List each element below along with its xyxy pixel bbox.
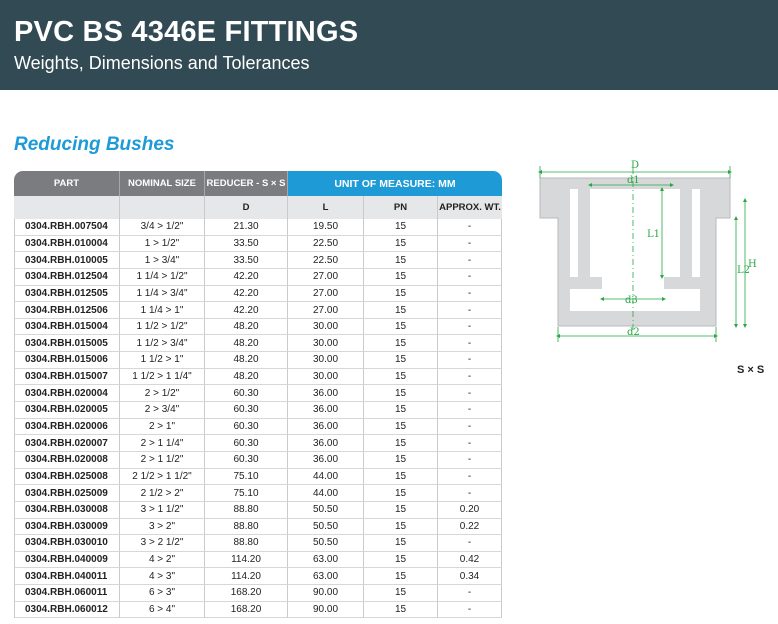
bore-mid-left: [590, 189, 598, 277]
cell-approx-wt: 0.34: [437, 568, 502, 585]
cell-part: 0304.RBH.020007: [14, 435, 119, 452]
cell-nominal-size: 2 > 1/2": [119, 385, 204, 402]
subheader-approx-wt: APPROX. WT.: [437, 196, 502, 219]
cell-part: 0304.RBH.012506: [14, 302, 119, 319]
table-body: [14, 219, 502, 618]
table-row: [14, 435, 502, 452]
header-banner: [0, 0, 778, 90]
table-row: [14, 302, 502, 319]
cell-part: 0304.RBH.030008: [14, 502, 119, 519]
cell-part: 0304.RBH.010004: [14, 236, 119, 253]
cell-approx-wt: -: [437, 419, 502, 436]
cell-d: 33.50: [204, 252, 287, 269]
cell-l: 27.00: [287, 286, 363, 303]
cell-approx-wt: -: [437, 535, 502, 552]
cell-approx-wt: 0.42: [437, 552, 502, 569]
cell-nominal-size: 3/4 > 1/2": [119, 219, 204, 236]
cell-approx-wt: -: [437, 335, 502, 352]
cell-part: 0304.RBH.012504: [14, 269, 119, 286]
subheader-empty: [119, 196, 204, 219]
section-title: Reducing Bushes: [14, 134, 175, 155]
cell-d: 114.20: [204, 568, 287, 585]
cell-pn: 15: [363, 352, 437, 369]
cell-pn: 15: [363, 469, 437, 486]
cell-nominal-size: 1 1/4 > 1": [119, 302, 204, 319]
cell-part: 0304.RBH.015005: [14, 335, 119, 352]
subheader-pn: PN: [363, 196, 437, 219]
cell-pn: 15: [363, 485, 437, 502]
label-D: D: [631, 160, 640, 171]
cell-part: 0304.RBH.015004: [14, 319, 119, 336]
cell-part: 0304.RBH.030010: [14, 535, 119, 552]
table-row: [14, 402, 502, 419]
header-part: PART: [14, 171, 119, 196]
cell-l: 63.00: [287, 552, 363, 569]
cell-d: 60.30: [204, 385, 287, 402]
table-row: [14, 552, 502, 569]
cell-nominal-size: 1 1/2 > 1 1/4": [119, 369, 204, 386]
cell-approx-wt: -: [437, 352, 502, 369]
cell-d: 48.20: [204, 352, 287, 369]
cell-approx-wt: -: [437, 435, 502, 452]
cell-d: 114.20: [204, 552, 287, 569]
subheader-l: L: [287, 196, 363, 219]
table-row: [14, 385, 502, 402]
cell-nominal-size: 2 1/2 > 1 1/2": [119, 469, 204, 486]
cell-approx-wt: -: [437, 369, 502, 386]
cell-nominal-size: 1 1/2 > 3/4": [119, 335, 204, 352]
table-row: [14, 519, 502, 536]
cell-pn: 15: [363, 385, 437, 402]
cell-pn: 15: [363, 602, 437, 619]
cell-part: 0304.RBH.012505: [14, 286, 119, 303]
table-row: [14, 585, 502, 602]
cell-approx-wt: -: [437, 469, 502, 486]
cell-nominal-size: 3 > 1 1/2": [119, 502, 204, 519]
page-subtitle: Weights, Dimensions and Tolerances: [14, 53, 310, 73]
cell-d: 21.30: [204, 219, 287, 236]
cell-d: 168.20: [204, 585, 287, 602]
cell-nominal-size: 6 > 3": [119, 585, 204, 602]
cell-approx-wt: -: [437, 219, 502, 236]
cell-nominal-size: 2 1/2 > 2": [119, 485, 204, 502]
cell-l: 36.00: [287, 402, 363, 419]
cell-part: 0304.RBH.060012: [14, 602, 119, 619]
cell-nominal-size: 1 1/2 > 1": [119, 352, 204, 369]
cell-part: 0304.RBH.030009: [14, 519, 119, 536]
cell-pn: 15: [363, 252, 437, 269]
cell-l: 30.00: [287, 335, 363, 352]
table-row: [14, 335, 502, 352]
label-L1: L1: [647, 229, 661, 240]
cell-approx-wt: -: [437, 602, 502, 619]
cell-d: 168.20: [204, 602, 287, 619]
cell-l: 27.00: [287, 269, 363, 286]
cell-l: 30.00: [287, 352, 363, 369]
label-d1: d1: [627, 175, 640, 186]
header-nominal-size: NOMINAL SIZE: [119, 171, 204, 196]
label-H: H: [748, 259, 757, 270]
cell-nominal-size: 1 1/4 > 3/4": [119, 286, 204, 303]
cell-nominal-size: 1 1/4 > 1/2": [119, 269, 204, 286]
spec-table: [14, 171, 502, 618]
cell-pn: 15: [363, 452, 437, 469]
label-d2: d2: [627, 327, 640, 338]
table-row: [14, 269, 502, 286]
cell-pn: 15: [363, 402, 437, 419]
cell-part: 0304.RBH.015007: [14, 369, 119, 386]
cell-approx-wt: -: [437, 269, 502, 286]
cell-pn: 15: [363, 502, 437, 519]
cell-nominal-size: 2 > 3/4": [119, 402, 204, 419]
bore-right: [692, 189, 700, 277]
cell-pn: 15: [363, 435, 437, 452]
cell-l: 44.00: [287, 485, 363, 502]
cell-d: 75.10: [204, 485, 287, 502]
cell-l: 36.00: [287, 419, 363, 436]
header-unit-of-measure: UNIT OF MEASURE: MM: [287, 171, 502, 196]
cell-nominal-size: 4 > 3": [119, 568, 204, 585]
cell-nominal-size: 2 > 1 1/4": [119, 435, 204, 452]
cell-approx-wt: -: [437, 319, 502, 336]
cell-part: 0304.RBH.025008: [14, 469, 119, 486]
cell-approx-wt: -: [437, 252, 502, 269]
cell-d: 88.80: [204, 502, 287, 519]
cell-l: 36.00: [287, 385, 363, 402]
cell-d: 48.20: [204, 335, 287, 352]
bore-mid-right: [672, 189, 680, 277]
cell-d: 60.30: [204, 402, 287, 419]
cell-approx-wt: -: [437, 385, 502, 402]
page-title: PVC BS 4346E FITTINGS: [14, 16, 359, 48]
cell-nominal-size: 2 > 1 1/2": [119, 452, 204, 469]
cell-part: 0304.RBH.007504: [14, 219, 119, 236]
cell-l: 22.50: [287, 252, 363, 269]
cell-l: 50.50: [287, 535, 363, 552]
bore-center: [598, 189, 672, 277]
cell-l: 90.00: [287, 585, 363, 602]
cell-d: 48.20: [204, 369, 287, 386]
cell-approx-wt: -: [437, 286, 502, 303]
cell-d: 42.20: [204, 269, 287, 286]
cell-nominal-size: 2 > 1": [119, 419, 204, 436]
cell-d: 42.20: [204, 302, 287, 319]
diagram-caption: S × S: [737, 364, 765, 376]
cell-d: 48.20: [204, 319, 287, 336]
cell-approx-wt: -: [437, 236, 502, 253]
table-row: [14, 236, 502, 253]
cell-nominal-size: 6 > 4": [119, 602, 204, 619]
cell-l: 63.00: [287, 568, 363, 585]
cell-pn: 15: [363, 568, 437, 585]
cell-part: 0304.RBH.020008: [14, 452, 119, 469]
cell-pn: 15: [363, 286, 437, 303]
cell-pn: 15: [363, 585, 437, 602]
cell-pn: 15: [363, 519, 437, 536]
cell-pn: 15: [363, 219, 437, 236]
table-row: [14, 286, 502, 303]
cell-pn: 15: [363, 302, 437, 319]
table-row: [14, 219, 502, 236]
table-row: [14, 452, 502, 469]
cell-pn: 15: [363, 419, 437, 436]
cell-pn: 15: [363, 535, 437, 552]
cell-pn: 15: [363, 319, 437, 336]
cell-l: 19.50: [287, 219, 363, 236]
cell-part: 0304.RBH.025009: [14, 485, 119, 502]
cell-d: 42.20: [204, 286, 287, 303]
table-row: [14, 602, 502, 619]
cell-l: 30.00: [287, 369, 363, 386]
cell-l: 44.00: [287, 469, 363, 486]
cell-nominal-size: 4 > 2": [119, 552, 204, 569]
cell-approx-wt: -: [437, 585, 502, 602]
cell-part: 0304.RBH.020004: [14, 385, 119, 402]
cell-d: 60.30: [204, 452, 287, 469]
cell-part: 0304.RBH.020005: [14, 402, 119, 419]
cell-approx-wt: 0.22: [437, 519, 502, 536]
cell-pn: 15: [363, 335, 437, 352]
bore-left: [570, 189, 578, 277]
cell-l: 30.00: [287, 319, 363, 336]
cell-pn: 15: [363, 552, 437, 569]
cell-l: 90.00: [287, 602, 363, 619]
label-d3: d3: [625, 295, 638, 306]
cell-pn: 15: [363, 236, 437, 253]
cell-nominal-size: 1 > 3/4": [119, 252, 204, 269]
cell-nominal-size: 3 > 2 1/2": [119, 535, 204, 552]
table-row: [14, 319, 502, 336]
cell-d: 75.10: [204, 469, 287, 486]
cell-d: 60.30: [204, 435, 287, 452]
subheader-d: D: [204, 196, 287, 219]
cell-l: 27.00: [287, 302, 363, 319]
cell-l: 36.00: [287, 452, 363, 469]
cell-approx-wt: -: [437, 485, 502, 502]
cell-d: 88.80: [204, 519, 287, 536]
cell-part: 0304.RBH.060011: [14, 585, 119, 602]
cell-l: 50.50: [287, 502, 363, 519]
table-row: [14, 252, 502, 269]
cell-d: 88.80: [204, 535, 287, 552]
cell-approx-wt: 0.20: [437, 502, 502, 519]
cell-d: 33.50: [204, 236, 287, 253]
cell-approx-wt: -: [437, 402, 502, 419]
cell-d: 60.30: [204, 419, 287, 436]
cell-approx-wt: -: [437, 302, 502, 319]
table-row: [14, 469, 502, 486]
cell-part: 0304.RBH.010005: [14, 252, 119, 269]
cell-l: 36.00: [287, 435, 363, 452]
table-row: [14, 535, 502, 552]
cell-part: 0304.RBH.020006: [14, 419, 119, 436]
table-row: [14, 352, 502, 369]
cell-nominal-size: 1 1/2 > 1/2": [119, 319, 204, 336]
cell-nominal-size: 3 > 2": [119, 519, 204, 536]
subheader-empty: [14, 196, 119, 219]
reducing-bush-diagram: [536, 156, 776, 356]
cell-l: 50.50: [287, 519, 363, 536]
cell-l: 22.50: [287, 236, 363, 253]
cell-nominal-size: 1 > 1/2": [119, 236, 204, 253]
table-row: [14, 369, 502, 386]
table-row: [14, 485, 502, 502]
cell-approx-wt: -: [437, 452, 502, 469]
table-row: [14, 502, 502, 519]
cell-part: 0304.RBH.040011: [14, 568, 119, 585]
table-row: [14, 568, 502, 585]
cell-pn: 15: [363, 369, 437, 386]
cell-part: 0304.RBH.040009: [14, 552, 119, 569]
header-reducer: REDUCER - S × S: [204, 171, 287, 196]
cell-pn: 15: [363, 269, 437, 286]
label-L2: L2: [737, 265, 751, 276]
cell-part: 0304.RBH.015006: [14, 352, 119, 369]
table-row: [14, 419, 502, 436]
